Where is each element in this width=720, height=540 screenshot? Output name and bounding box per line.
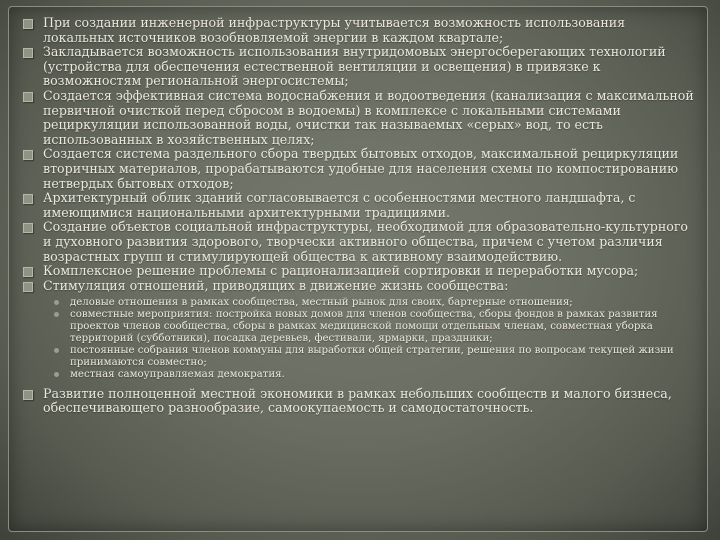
list-item-text: Закладывается возможность использования внутридомовых энергосберегающих технологий (устройства для обеспечения естественной вентиляции и освещения) в привязке к возможностям региональной энергосистемы; [43,44,666,89]
sub-list-item [48,297,698,309]
square-bullet-icon [23,390,33,400]
list-item [22,387,698,416]
bullet-list [22,16,698,416]
list-item-text: При создании инженерной инфраструктуры учитывается возможность использования локальных источников возобновляемой энергии в каждом квартале; [43,15,626,45]
list-item [22,16,698,45]
list-item [22,220,698,264]
square-bullet-icon [23,48,33,58]
round-bullet-icon [54,300,59,305]
list-item-text: Развитие полноценной местной экономики в рамках небольших сообществ и малого бизнеса, обеспечивающего разнообразие, самоокупаемость и самодостаточность. [43,385,672,416]
list-item-text: Архитектурный облик зданий согласовывается с особенностями местного ландшафта, с имеющимися национальными архитектурными традициями. [43,190,636,220]
round-bullet-icon [54,312,59,317]
square-bullet-icon [23,282,33,292]
list-item [22,89,698,147]
round-bullet-icon [54,372,59,377]
list-item-text: Создается эффективная система водоснабжения и водоотведения (канализация с максимальной первичной очисткой перед сбросом в водоемы) в комплексе с локальными системами рециркуляции использованной воды, очистки так называемых «серых» вод, то есть использованных в хозяйственных целях; [43,87,694,147]
sub-list-item-text: совместные мероприятия: постройка новых домов для членов сообщества, сборы фондов в рамках развития проектов членов сообщества, сборы в рамках медицинской помощи отдельным членам, совместная уборка территорий (субботники), посадка деревьев, фестивали, ярмарки, праздники; [70,309,658,344]
sub-bullet-list [43,297,698,380]
square-bullet-icon [23,150,33,160]
square-bullet-icon [23,92,33,102]
list-item [22,264,698,279]
sub-list-item-text: постоянные собрания членов коммуны для выработки общей стратегии, решения по вопросам текущей жизни принимаются совместно; [70,344,674,368]
sub-list-item-text: деловые отношения в рамках сообщества, местный рынок для своих, бартерные отношения; [70,297,573,309]
list-item-text: Стимуляция отношений, приводящих в движение жизнь сообщества: [43,277,509,293]
square-bullet-icon [23,267,33,277]
list-item-text: Создается система раздельного сбора твердых бытовых отходов, максимальной рециркуляции вторичных материалов, прорабатываются удобные для населения схемы по компостированию нетвердых бытовых отходов; [43,146,679,191]
round-bullet-icon [54,348,59,353]
sub-list-item [48,369,698,381]
list-item [22,45,698,89]
bullet-list-container [22,16,698,416]
square-bullet-icon [23,223,33,233]
sub-list-item [48,345,698,369]
sub-list-item [48,309,698,345]
list-item-text: Комплексное решение проблемы с рационализацией сортировки и переработки мусора; [43,263,639,279]
list-item [22,191,698,220]
list-item [22,147,698,191]
list-item-text: Создание объектов социальной инфраструктуры, необходимой для образовательно-культурного и духовного развития здорового, творчески активного общества, причем с учетом различия возрастных групп и стимулирующей общества к активному взаимодействию. [43,219,688,264]
square-bullet-icon [23,19,33,29]
sub-list-item-text: местная самоуправляемая демократия. [70,368,285,380]
list-item [22,279,698,381]
square-bullet-icon [23,194,33,204]
